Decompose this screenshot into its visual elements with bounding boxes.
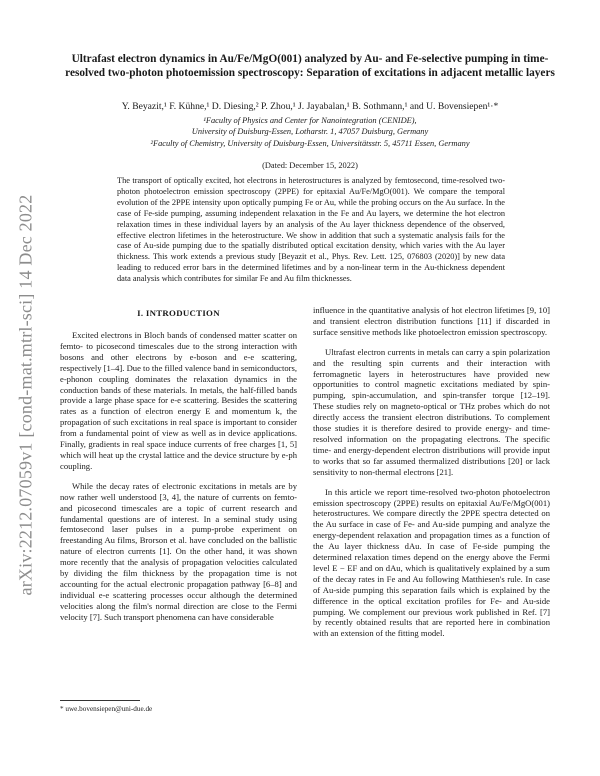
section-heading-introduction: I. INTRODUCTION: [137, 308, 220, 318]
affiliation-2: [60, 138, 560, 149]
right-column: [313, 305, 550, 648]
body-paragraph: Ultrafast electron currents in metals can carry a spin polarization and the resulting spin currents and their interaction with ferromagnetic layers in heterostructures have provided new opportunities to control magnetic excitations mediated by spin-pumping, spin-accumulation, and spin-transfer torque [12–19]. These studies rely on magneto-optical or THz probes which do not directly access the transient electron distributions. To complement those studies it is therefore desired to provide energy- and time-resolved information on the propagating electrons. The specific time- and energy-dependent electron distributions will provide input to works that so far assumed thermalized distributions [20] or lack sensitivity to non-thermal electrons [21].: [313, 346, 550, 477]
footnote-divider: [60, 700, 140, 701]
arxiv-identifier: arXiv:2212.07059v1 [cond-mat.mtrl-sci] 14 Dec 2022: [15, 194, 36, 596]
left-column: [60, 330, 297, 632]
author-list: Y. Beyazit,¹ F. Kühne,¹ D. Diesing,² P. Zhou,¹ J. Jayabalan,¹ B. Sothmann,¹ and U. Bovensiepen¹·*: [121, 101, 499, 112]
body-paragraph: While the decay rates of electronic excitations in metals are by now rather well understood [3, 4], the nature of currents on femto- and picosecond timescales are a topic of current research and fundamental questions are of interest. In a seminal study using femtosecond laser pulses in a pump-probe experiment on freestanding Au films, Brorson et al. have concluded on the ballistic nature of electron currents [1]. On the other hand, it was shown more recently that the analysis of propagation velocities calculated by dividing the film thickness by the propagation time is not accounting for the actual electronic propagation pathway [6–8] and individual e-e scattering processes occur although the determined velocities along the film's normal direction are close to the Fermi velocity [7]. Such transport phenomena can have considerable: [60, 480, 297, 622]
body-paragraph: In this article we report time-resolved two-photon photoelectron emission spectroscopy (2PPE) results on epitaxial Au/Fe/MgO(001) heterostructures. We compare directly the 2PPE spectra detected on the Au surface in case of Fe- and Au-side pumping and analyze the energy-dependent relaxation and propagation times as a function of the Au layer thickness dAu. In case of Fe-side pumping the determined relaxation times depend on the energy above the Fermi level E − EF and on dAu, which is qualitatively explained by a sum of the decay rates in Fe and Au following Matthiesen's rule. In case of Au-side pumping this separation fails which is explained by the difference in the optical excitation profiles for Fe- and Au-side pumping. We complement our previous work published in Ref. [7] by recently obtained results that are reported here in combination with an extension of the fitting model.: [313, 486, 550, 639]
paper-title: Ultrafast electron dynamics in Au/Fe/MgO(001) analyzed by Au- and Fe-selective pumping in time-resolved two-photon photoemission spectroscopy: Separation of excitations in adjacent metallic layers: [65, 53, 555, 79]
footnote-email: * uwe.bovensiepen@uni-due.de: [60, 705, 153, 713]
body-paragraph: influence in the quantitative analysis of hot electron lifetimes [9, 10] and transient electron distribution functions [11] if discarded in surface sensitive methods like photoelectron emission spectroscopy.: [313, 305, 550, 337]
date-line: (Dated: December 15, 2022): [262, 161, 358, 170]
affiliation-2-line-1: ²Faculty of Chemistry, University of Duisburg-Essen, Universitätsstr. 5, 45711 Essen, Germany: [150, 139, 470, 148]
affiliation-1-line-1: ¹Faculty of Physics and Center for Nanointegration (CENIDE),: [203, 116, 417, 125]
body-paragraph: Excited electrons in Bloch bands of condensed matter scatter on femto- to picosecond timescales due to the strong interaction with bosons and other electrons by e-boson and e-e scattering, respectively [1–4]. Due to the filled valence band in semiconductors, e-phonon coupling dominates the relaxation dynamics in the conduction bands of these materials. In metals, the half-filled bands provide a large phase space for e-e scattering. Besides the scattering rates as a function of electron energy E and momentum k, the propagation of such excitations in real space is important to consider from a fundamental point of view as well as in device applications. Finally, gradients in real space induce currents of free charges [1, 5] which will heat up the crystal lattice and the device structure by e-ph coupling.: [60, 330, 297, 471]
affiliation-1: [60, 115, 560, 137]
abstract: The transport of optically excited, hot electrons in heterostructures is analyzed by femtosecond, time-resolved two-photon photoelectron emission spectroscopy (2PPE) for epitaxial Au/Fe/MgO(001). We compare the temporal evolution of the 2PPE intensity upon optically pumping Fe or Au, while the probing occurs on the Au surface. In the case of Fe-side pumping, assuming independent relaxation in the Fe and Au layers, we determine the hot electron relaxation times in these individual layers by an analysis of the Au layer thickness dependence of the observed, effective electron lifetimes in the heterostructure. We show in addition that such a systematic analysis fails for the case of Au-side pumping due to the spatially distributed optical excitation density, which varies with the Au layer thickness. This work extends a previous study [Beyazit et al., Phys. Rev. Lett. 125, 076803 (2020)] by new data leading to reduced error bars in the determined lifetimes and by a non-linear term in the Au-thickness dependent data analysis which contributes for similar Fe and Au film thicknesses.: [117, 176, 505, 284]
arxiv-identifier-sidebar: [14, 185, 38, 605]
affiliation-1-line-2: University of Duisburg-Essen, Lotharstr. 1, 47057 Duisburg, Germany: [191, 127, 429, 136]
